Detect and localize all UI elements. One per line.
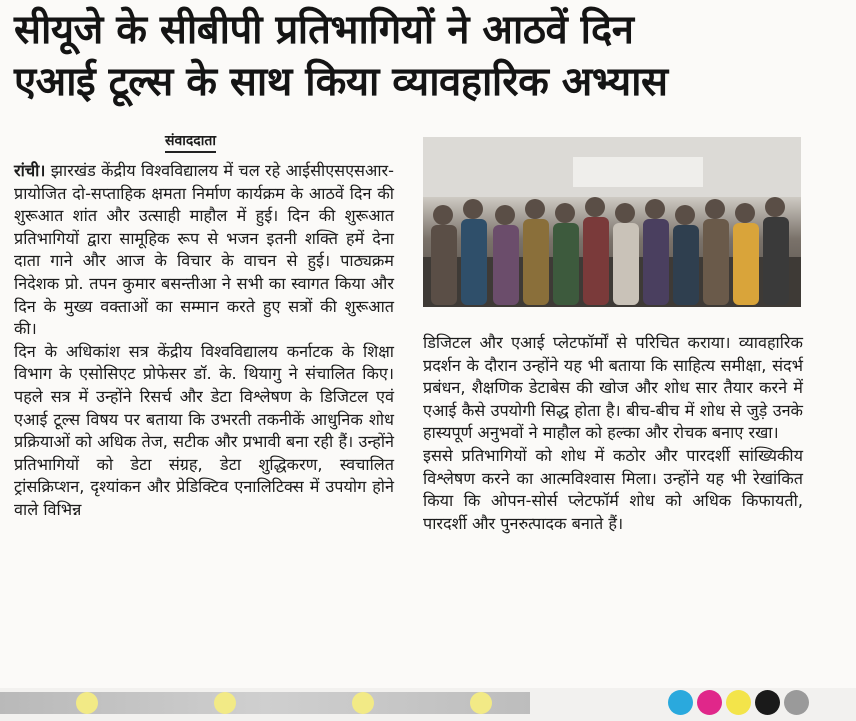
registration-mark-icon [214, 692, 236, 714]
headline-line-2: एआई टूल्स के साथ किया व्यावहारिक अभ्यास [14, 59, 668, 105]
registration-mark-icon [470, 692, 492, 714]
black-swatch-icon [755, 690, 780, 715]
article-right-column [423, 332, 803, 535]
cyan-swatch-icon [668, 690, 693, 715]
article-paragraph: डिजिटल और एआई प्लेटफॉर्मों से परिचित कराया। व्यावहारिक प्रदर्शन के दौरान उन्होंने यह भी बताया कि साहित्य समीक्षा, संदर्भ प्रबंधन, शैक्षणिक डेटाबेस की खोज और शोध सार तैयार करने में एआई कैसे उपयोगी सिद्ध होता है। बीच-बीच में शोध से जुड़े उनके हास्यपूर्ण अनुभवों ने माहौल को हल्का और रोचक बनाए रखा। [423, 333, 803, 443]
yellow-swatch-icon [726, 690, 751, 715]
gray-swatch-icon [784, 690, 809, 715]
article-paragraph: रांची। झारखंड केंद्रीय विश्वविद्यालय में चल रहे आईसीएसएसआर-प्रायोजित दो-सप्ताहिक क्षमता निर्माण कार्यक्रम के आठवें दिन की शुरूआत शांत और उत्साही माहौल में हुई। दिन की शुरूआत प्रतिभागियों द्वारा सामूहिक रूप से भजन इतनी शक्ति हमें देना दाता गाने और आज के विचार के वाचन से हुई। पाठ्यक्रम निदेशक प्रो. तपन कुमार बसन्तीआ ने सभी का स्वागत किया और दिन के मुख्य वक्ताओं का सम्मान करते हुए सत्रों की शुरूआत की। [14, 161, 394, 339]
group-photo [423, 137, 801, 307]
registration-mark-icon [76, 692, 98, 714]
article-paragraph: इससे प्रतिभागियों को शोध में कठोर और पारदर्शी सांख्यिकीय विश्लेषण करने का आत्मविश्वास मिला। उन्होंने यह भी रेखांकित किया कि ओपन-सोर्स प्लेटफॉर्म शोध को अधिक किफायती, पारदर्शी और पुनरुत्पादक बनाते हैं। [423, 445, 803, 533]
dateline: रांची। [14, 161, 46, 180]
group-photo-icon [423, 137, 801, 307]
headline-line-1: सीयूजे के सीबीपी प्रतिभागियों ने आठवें दिन [14, 7, 634, 53]
article-left-column [14, 160, 394, 522]
headline [14, 4, 844, 108]
registration-mark-icon [352, 692, 374, 714]
article-paragraph: दिन के अधिकांश सत्र केंद्रीय विश्वविद्यालय कर्नाटक के शिक्षा विभाग के एसोसिएट प्रोफेसर डॉ. के. थियागु ने संचालित किए। पहले सत्र में उन्होंने रिसर्च और डेटा विश्लेषण के डिजिटल एवं एआई टूल्स विषय पर बताया कि उभरती तकनीकें आधुनिक शोध प्रक्रियाओं को अधिक तेज, सटीक और प्रभावी बना रही हैं। उन्होंने प्रतिभागियों को डेटा संग्रह, डेटा शुद्धिकरण, स्वचालित ट्रांसक्रिप्शन, दृश्यांकन और प्रेडिक्टिव एनालिटिक्स में उपयोग होने वाले विभिन्न [14, 341, 394, 519]
magenta-swatch-icon [697, 690, 722, 715]
byline: संवाददाता [165, 132, 216, 153]
